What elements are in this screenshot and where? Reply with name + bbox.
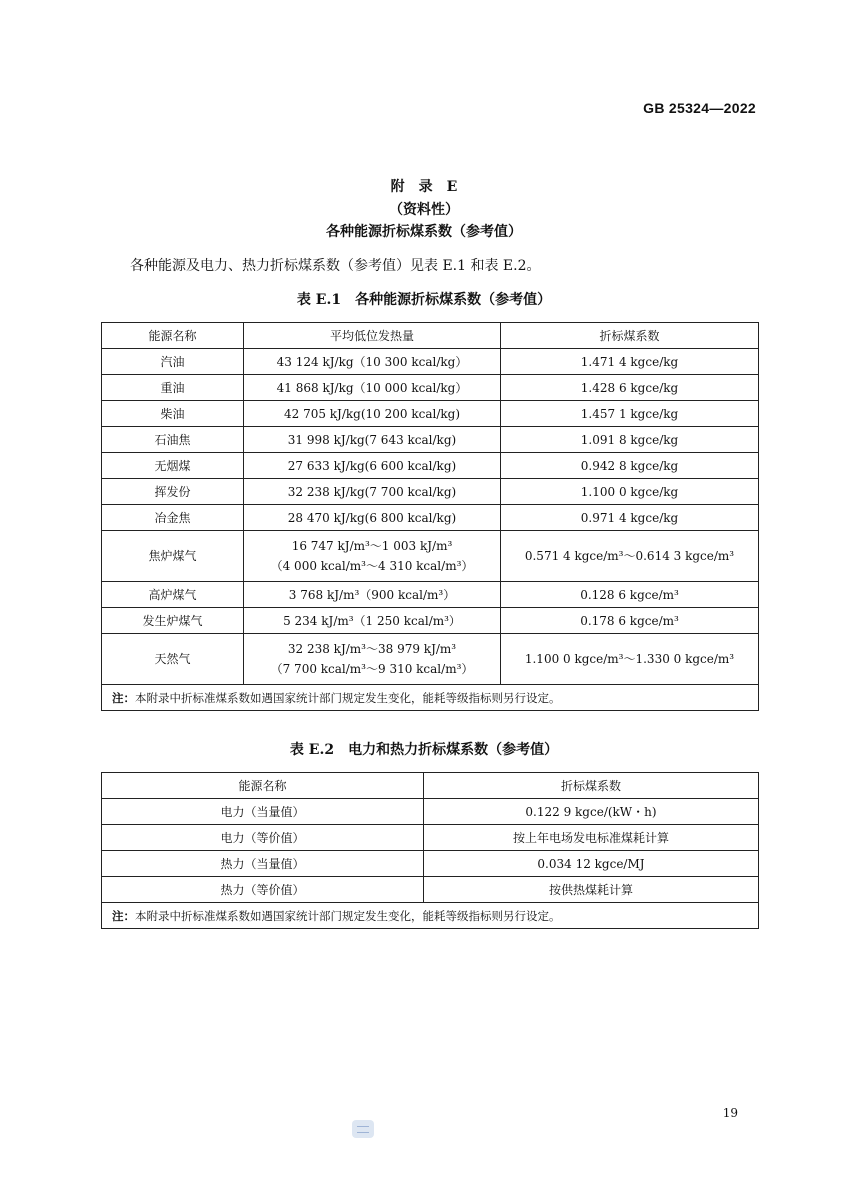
- table1-header-cell: 能源名称: [102, 323, 244, 349]
- standard-number: GB 25324—2022: [643, 100, 756, 116]
- calorific-value-line: 32 238 kJ/m³～38 979 kJ/m³: [287, 642, 457, 656]
- table1-row: [102, 453, 759, 479]
- coal-coefficient-cell: 0.128 6 kgce/m³: [501, 582, 759, 608]
- table1-note-text: 本附录中折标准煤系数如遇国家统计部门规定发生变化，能耗等级指标则另行设定。: [135, 690, 561, 705]
- calorific-value-line: （7 700 kcal/m³～9 310 kcal/m³）: [270, 662, 474, 676]
- coal-coefficient-cell: 1.428 6 kgce/kg: [501, 375, 759, 401]
- calorific-value-cell: [244, 427, 501, 453]
- page-number: 19: [722, 1106, 738, 1120]
- table1-row: [102, 634, 759, 685]
- table-e1: [101, 322, 759, 711]
- energy-name-cell: 电力（当量值）: [102, 799, 424, 825]
- table1-header-row: [102, 323, 759, 349]
- calorific-value-cell: [244, 479, 501, 505]
- calorific-value-cell: [244, 349, 501, 375]
- energy-name-cell: 焦炉煤气: [102, 531, 244, 582]
- table1-caption: 表 E.1 各种能源折标煤系数（参考值）: [296, 292, 552, 308]
- coal-coefficient-cell: 1.457 1 kgce/kg: [501, 401, 759, 427]
- appendix-title: 附 录 E: [390, 179, 458, 195]
- coal-coefficient-cell: 0.571 4 kgce/m³～0.614 3 kgce/m³: [501, 531, 759, 582]
- coal-coefficient-cell: 1.091 8 kgce/kg: [501, 427, 759, 453]
- table2-row: [102, 825, 759, 851]
- table2-note: [102, 903, 759, 929]
- coal-coefficient-cell: 1.100 0 kgce/m³～1.330 0 kgce/m³: [501, 634, 759, 685]
- energy-name-cell: 高炉煤气: [102, 582, 244, 608]
- coal-coefficient-cell: 按上年电场发电标准煤耗计算: [424, 825, 759, 851]
- table1-row: [102, 349, 759, 375]
- coal-coefficient-cell: 0.122 9 kgce/(kW・h): [424, 799, 759, 825]
- table2-row: [102, 799, 759, 825]
- table2-row: [102, 851, 759, 877]
- table1-header-cell: 折标煤系数: [501, 323, 759, 349]
- energy-name-cell: 热力（等价值）: [102, 877, 424, 903]
- table1-row: [102, 531, 759, 582]
- table1-note-row: [102, 685, 759, 711]
- energy-name-cell: 石油焦: [102, 427, 244, 453]
- calorific-value-line: 16 747 kJ/m³～1 003 kJ/m³: [291, 539, 453, 553]
- table2-note-row: [102, 903, 759, 929]
- calorific-value-cell: [244, 401, 501, 427]
- calorific-value-line: 42 705 kJ/kg(10 200 kcal/kg): [283, 406, 461, 421]
- calorific-value-cell: [244, 582, 501, 608]
- coal-coefficient-cell: 1.471 4 kgce/kg: [501, 349, 759, 375]
- calorific-value-cell: [244, 634, 501, 685]
- energy-name-cell: 冶金焦: [102, 505, 244, 531]
- coal-coefficient-cell: 0.178 6 kgce/m³: [501, 608, 759, 634]
- calorific-value-line: 32 238 kJ/kg(7 700 kcal/kg): [287, 484, 457, 499]
- coal-coefficient-cell: 0.971 4 kgce/kg: [501, 505, 759, 531]
- table1-row: [102, 505, 759, 531]
- intro-paragraph: 各种能源及电力、热力折标煤系数（参考值）见表 E.1 和表 E.2。: [130, 258, 541, 274]
- table2-note-text: 本附录中折标准煤系数如遇国家统计部门规定发生变化，能耗等级指标则另行设定。: [135, 908, 561, 923]
- table1-row: [102, 479, 759, 505]
- table2-row: [102, 877, 759, 903]
- calorific-value-cell: [244, 505, 501, 531]
- calorific-value-line: 27 633 kJ/kg(6 600 kcal/kg): [287, 458, 457, 473]
- appendix-type: （资料性）: [389, 202, 459, 218]
- table2-header-cell: 折标煤系数: [424, 773, 759, 799]
- table2-caption: 表 E.2 电力和热力折标煤系数（参考值）: [289, 742, 559, 758]
- table1-row: [102, 582, 759, 608]
- appendix-name: 各种能源折标煤系数（参考值）: [326, 224, 522, 240]
- coal-coefficient-cell: 0.034 12 kgce/MJ: [424, 851, 759, 877]
- calorific-value-line: 3 768 kJ/m³（900 kcal/m³）: [288, 587, 456, 602]
- table1-row: [102, 427, 759, 453]
- calorific-value-line: 43 124 kJ/kg（10 300 kcal/kg）: [276, 354, 468, 369]
- calorific-value-line: 28 470 kJ/kg(6 800 kcal/kg): [287, 510, 457, 525]
- table1-row: [102, 608, 759, 634]
- coal-coefficient-cell: 0.942 8 kgce/kg: [501, 453, 759, 479]
- calorific-value-cell: [244, 453, 501, 479]
- calorific-value-line: 31 998 kJ/kg(7 643 kcal/kg): [287, 432, 457, 447]
- energy-name-cell: 重油: [102, 375, 244, 401]
- energy-name-cell: 热力（当量值）: [102, 851, 424, 877]
- energy-name-cell: 挥发份: [102, 479, 244, 505]
- energy-name-cell: 天然气: [102, 634, 244, 685]
- table1-note-label: 注：: [112, 690, 135, 705]
- calorific-value-cell: [244, 608, 501, 634]
- table-e2: [101, 772, 759, 929]
- publisher-logo-icon: [352, 1120, 374, 1138]
- calorific-value-line: 5 234 kJ/m³（1 250 kcal/m³）: [283, 613, 461, 628]
- energy-name-cell: 电力（等价值）: [102, 825, 424, 851]
- table2-header-cell: 能源名称: [102, 773, 424, 799]
- table1-row: [102, 375, 759, 401]
- energy-name-cell: 柴油: [102, 401, 244, 427]
- table2-header-row: [102, 773, 759, 799]
- energy-name-cell: 发生炉煤气: [102, 608, 244, 634]
- coal-coefficient-cell: 按供热煤耗计算: [424, 877, 759, 903]
- calorific-value-cell: [244, 531, 501, 582]
- table1-note: [102, 685, 759, 711]
- calorific-value-cell: [244, 375, 501, 401]
- table1-header-cell: 平均低位发热量: [244, 323, 501, 349]
- table2-note-label: 注：: [112, 908, 135, 923]
- coal-coefficient-cell: 1.100 0 kgce/kg: [501, 479, 759, 505]
- calorific-value-line: 41 868 kJ/kg（10 000 kcal/kg）: [276, 380, 468, 395]
- energy-name-cell: 无烟煤: [102, 453, 244, 479]
- table1-row: [102, 401, 759, 427]
- energy-name-cell: 汽油: [102, 349, 244, 375]
- calorific-value-line: （4 000 kcal/m³～4 310 kcal/m³）: [270, 559, 474, 573]
